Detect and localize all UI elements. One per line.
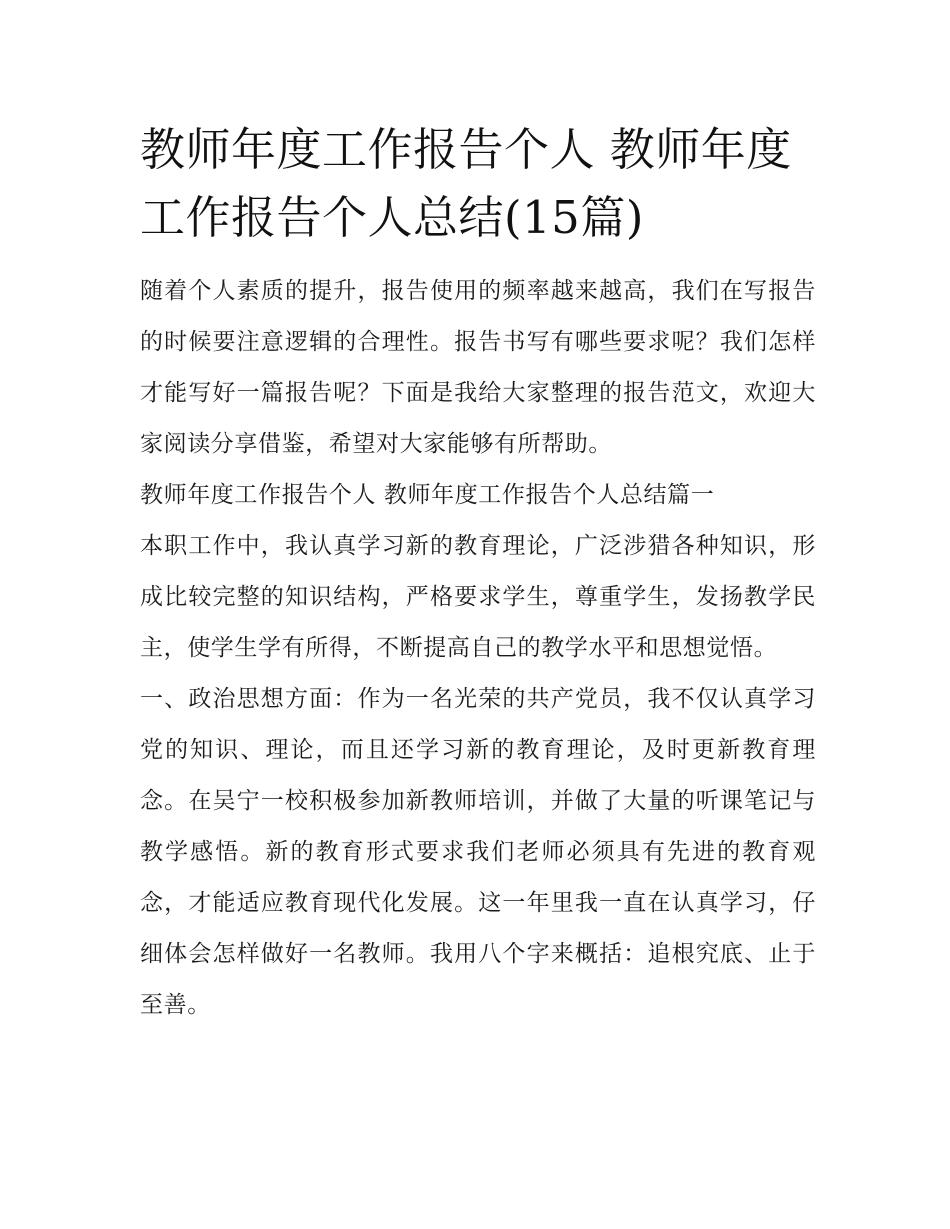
politics-paragraph: 一、政治思想方面：作为一名光荣的共产党员，我不仅认真学习党的知识、理论，而且还学习新的教育理论，及时更新教育理念。在吴宁一校积极参加新教师培训，并做了大量的听课笔记与教学感悟。新的教育形式要求我们老师必须具有先进的教育观念，才能适应教育现代化发展。这一年里我一直在认真学习，仔细体会怎样做好一名教师。我用八个字来概括：追根究底、止于至善。 [140, 686, 816, 1018]
document-body [140, 116, 816, 1031]
body-paragraph: 本职工作中，我认真学习新的教育理论，广泛涉猎各种知识，形成比较完整的知识结构，严格要求学生，尊重学生，发扬教学民主，使学生学有所得，不断提高自己的教学水平和思想觉悟。 [140, 533, 816, 661]
intro-paragraph: 随着个人素质的提升，报告使用的频率越来越高，我们在写报告的时候要注意逻辑的合理性。报告书写有哪些要求呢？我们怎样才能写好一篇报告呢？下面是我给大家整理的报告范文，欢迎大家阅读分享借鉴，希望对大家能够有所帮助。 [140, 278, 816, 457]
section-heading: 教师年度工作报告个人 教师年度工作报告个人总结篇一 [140, 482, 715, 508]
document-title: 教师年度工作报告个人 教师年度工作报告个人总结(15篇) [140, 123, 792, 244]
